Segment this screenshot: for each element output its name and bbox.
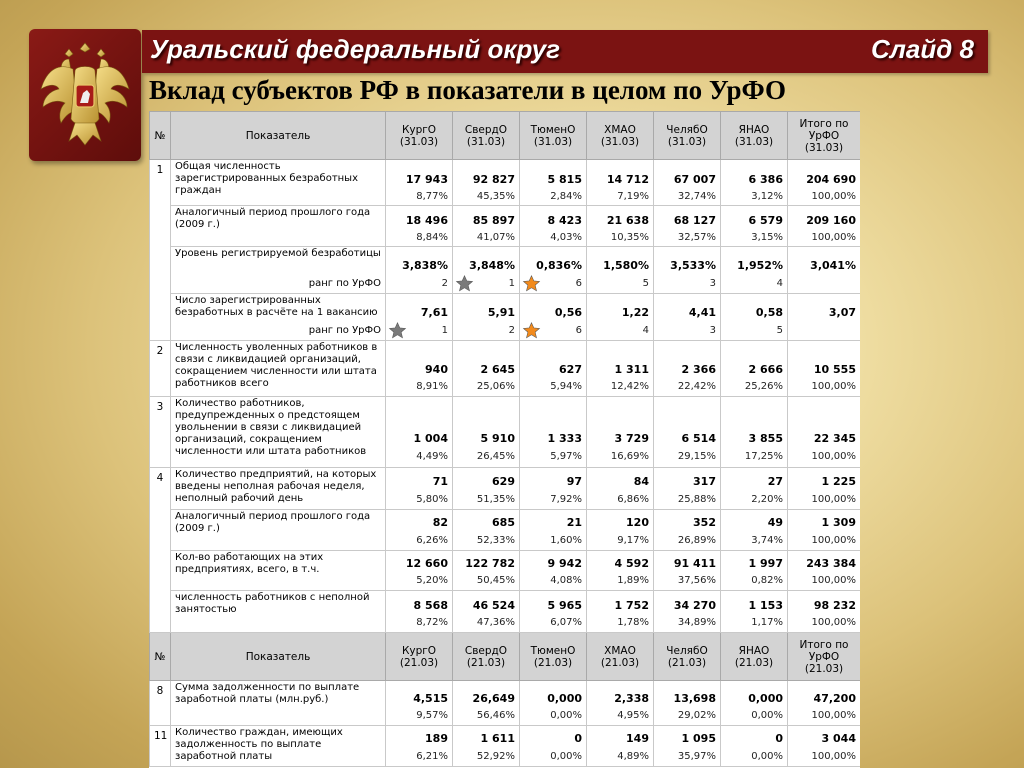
indicator-label: Общая численность зарегистрированных безработных граждан: [171, 160, 386, 206]
orange-star-icon: [522, 275, 541, 292]
share-cell: 25,26%: [721, 378, 788, 397]
table-row: [150, 397, 861, 447]
rank-cell: [788, 274, 861, 294]
share-cell: 1,78%: [587, 614, 654, 633]
share-cell: 2,20%: [721, 490, 788, 510]
value-cell: 8 423: [520, 206, 587, 229]
table-row-share: [150, 321, 861, 341]
value-cell: 2 666: [721, 341, 788, 378]
slide-subtitle: Вклад субъектов РФ в показатели в целом по УрФО: [149, 75, 787, 105]
share-cell: 4,89%: [587, 747, 654, 767]
value-cell: 317: [654, 468, 721, 490]
share-cell: 7,19%: [587, 188, 654, 206]
value-cell: 3 729: [587, 397, 654, 447]
share-cell: 4,95%: [587, 707, 654, 726]
value-cell: 1 752: [587, 591, 654, 614]
share-cell: 45,35%: [453, 188, 520, 206]
share-cell: 100,00%: [788, 447, 861, 468]
share-cell: 17,25%: [721, 447, 788, 468]
rank-cell: 4: [721, 274, 788, 294]
share-cell: 3,74%: [721, 531, 788, 551]
indicator-label: Количество работников, предупрежденных о предстоящем увольнении в связи с ликвидацией организаций, сокращением численности или штата работников: [171, 397, 386, 468]
value-cell: 189: [386, 726, 453, 747]
table-header-row: [150, 112, 861, 160]
rank-cell: 3: [654, 274, 721, 294]
indicator-label: Кол-во работающих на этих предприятиях, всего, в т.ч.: [171, 551, 386, 591]
share-cell: 22,42%: [654, 378, 721, 397]
value-cell: 5,91: [453, 294, 520, 321]
value-cell: 120: [587, 510, 654, 531]
value-cell: 12 660: [386, 551, 453, 572]
header-region: ТюменО (31.03): [520, 112, 587, 160]
value-cell: 122 782: [453, 551, 520, 572]
share-cell: 0,00%: [520, 747, 587, 767]
share-cell: 8,72%: [386, 614, 453, 633]
share-cell: 3,15%: [721, 229, 788, 247]
value-cell: 21: [520, 510, 587, 531]
gray-star-icon: [388, 322, 407, 339]
value-cell: 149: [587, 726, 654, 747]
rank-cell: 2: [453, 321, 520, 341]
value-cell: 940: [386, 341, 453, 378]
indicator-label: Сумма задолженности по выплате заработной платы (млн.руб.): [171, 681, 386, 726]
share-cell: 16,69%: [587, 447, 654, 468]
table-row: [150, 468, 861, 490]
value-cell: 3 855: [721, 397, 788, 447]
share-cell: 100,00%: [788, 378, 861, 397]
data-table: [149, 111, 860, 767]
table-row: [150, 510, 861, 531]
header-region: ХМАО (31.03): [587, 112, 654, 160]
value-cell: 49: [721, 510, 788, 531]
share-cell: 100,00%: [788, 747, 861, 767]
header-region: КургО (31.03): [386, 112, 453, 160]
group-number: 2: [150, 341, 171, 397]
value-cell: 46 524: [453, 591, 520, 614]
group-number: 4: [150, 468, 171, 633]
value-cell: 18 496: [386, 206, 453, 229]
group-number: 3: [150, 397, 171, 468]
share-cell: 52,33%: [453, 531, 520, 551]
table-row-share: [150, 274, 861, 294]
share-cell: 56,46%: [453, 707, 520, 726]
value-cell: 3 044: [788, 726, 861, 747]
value-cell: 243 384: [788, 551, 861, 572]
value-cell: 4,515: [386, 681, 453, 707]
share-cell: 29,02%: [654, 707, 721, 726]
value-cell: 2,338: [587, 681, 654, 707]
value-cell: 1,22: [587, 294, 654, 321]
group-number: 8: [150, 681, 171, 726]
value-cell: 0,56: [520, 294, 587, 321]
table-row: [150, 160, 861, 188]
value-cell: 204 690: [788, 160, 861, 188]
orange-star-icon: [522, 322, 541, 339]
share-cell: 100,00%: [788, 707, 861, 726]
share-cell: 100,00%: [788, 531, 861, 551]
table-row: [150, 551, 861, 572]
header-region: ХМАО (21.03): [587, 633, 654, 681]
share-cell: 52,92%: [453, 747, 520, 767]
indicator-label: Количество предприятий, на которых введены неполная рабочая неделя, неполный рабочий день: [171, 468, 386, 510]
header-region: СвердО (21.03): [453, 633, 520, 681]
rank-cell: 1: [453, 274, 520, 294]
value-cell: 0,58: [721, 294, 788, 321]
value-cell: 5 815: [520, 160, 587, 188]
value-cell: 67 007: [654, 160, 721, 188]
share-cell: 41,07%: [453, 229, 520, 247]
value-cell: 84: [587, 468, 654, 490]
share-cell: 0,82%: [721, 572, 788, 591]
header-region: ЧелябО (31.03): [654, 112, 721, 160]
value-cell: 97: [520, 468, 587, 490]
value-cell: 1,580%: [587, 247, 654, 274]
value-cell: 4 592: [587, 551, 654, 572]
value-cell: 3,533%: [654, 247, 721, 274]
share-cell: 10,35%: [587, 229, 654, 247]
header-region: ЯНАО (31.03): [721, 112, 788, 160]
value-cell: 47,200: [788, 681, 861, 707]
value-cell: 1 611: [453, 726, 520, 747]
share-cell: 26,45%: [453, 447, 520, 468]
header-region: ЯНАО (21.03): [721, 633, 788, 681]
rank-cell: 5: [587, 274, 654, 294]
value-cell: 10 555: [788, 341, 861, 378]
value-cell: 209 160: [788, 206, 861, 229]
share-cell: 35,97%: [654, 747, 721, 767]
value-cell: 0: [721, 726, 788, 747]
share-cell: 8,84%: [386, 229, 453, 247]
group-number: 1: [150, 160, 171, 341]
value-cell: 1 153: [721, 591, 788, 614]
indicator-label: численность работников с неполной занятостью: [171, 591, 386, 633]
value-cell: 68 127: [654, 206, 721, 229]
table-row: [150, 294, 861, 321]
value-cell: 1 004: [386, 397, 453, 447]
slide-title: Уральский федеральный округ: [150, 34, 561, 64]
share-cell: 7,92%: [520, 490, 587, 510]
value-cell: 13,698: [654, 681, 721, 707]
header-num: №: [150, 633, 171, 681]
rank-label: ранг по УрФО: [171, 274, 386, 294]
header-indicator: Показатель: [171, 633, 386, 681]
share-cell: 4,49%: [386, 447, 453, 468]
table-row: [150, 341, 861, 378]
share-cell: 34,89%: [654, 614, 721, 633]
value-cell: 629: [453, 468, 520, 490]
header-region: СвердО (31.03): [453, 112, 520, 160]
value-cell: 71: [386, 468, 453, 490]
table-row: [150, 247, 861, 274]
indicator-label: Число зарегистрированных безработных в расчёте на 1 вакансию: [171, 294, 386, 321]
rank-cell: 1: [386, 321, 453, 341]
share-cell: 47,36%: [453, 614, 520, 633]
value-cell: 5 910: [453, 397, 520, 447]
rank-cell: 3: [654, 321, 721, 341]
value-cell: 14 712: [587, 160, 654, 188]
share-cell: 26,89%: [654, 531, 721, 551]
coat-of-arms-emblem: [29, 29, 141, 161]
value-cell: 1 225: [788, 468, 861, 490]
rank-cell: 6: [520, 274, 587, 294]
share-cell: 12,42%: [587, 378, 654, 397]
header-region: Итого по УрФО (31.03): [788, 112, 861, 160]
value-cell: 1 333: [520, 397, 587, 447]
share-cell: 9,57%: [386, 707, 453, 726]
share-cell: 8,91%: [386, 378, 453, 397]
value-cell: 8 568: [386, 591, 453, 614]
value-cell: 1 997: [721, 551, 788, 572]
share-cell: 5,94%: [520, 378, 587, 397]
value-cell: 352: [654, 510, 721, 531]
value-cell: 3,838%: [386, 247, 453, 274]
share-cell: 1,60%: [520, 531, 587, 551]
title-bar: [142, 30, 988, 73]
share-cell: 100,00%: [788, 614, 861, 633]
value-cell: 0,836%: [520, 247, 587, 274]
value-cell: 3,848%: [453, 247, 520, 274]
double-headed-eagle-icon: [29, 29, 141, 161]
value-cell: 82: [386, 510, 453, 531]
share-cell: 0,00%: [721, 747, 788, 767]
header-num: №: [150, 112, 171, 160]
value-cell: 92 827: [453, 160, 520, 188]
value-cell: 3,041%: [788, 247, 861, 274]
value-cell: 3,07: [788, 294, 861, 321]
share-cell: 6,26%: [386, 531, 453, 551]
share-cell: 4,08%: [520, 572, 587, 591]
indicator-label: Количество граждан, имеющих задолженность по выплате заработной платы: [171, 726, 386, 767]
share-cell: 1,17%: [721, 614, 788, 633]
slide-number: Слайд 8: [870, 34, 974, 64]
value-cell: 98 232: [788, 591, 861, 614]
value-cell: 1,952%: [721, 247, 788, 274]
value-cell: 17 943: [386, 160, 453, 188]
value-cell: 91 411: [654, 551, 721, 572]
share-cell: 25,06%: [453, 378, 520, 397]
value-cell: 26,649: [453, 681, 520, 707]
rank-label: ранг по УрФО: [171, 321, 386, 341]
share-cell: 4,03%: [520, 229, 587, 247]
rank-cell: [788, 321, 861, 341]
rank-cell: 4: [587, 321, 654, 341]
share-cell: 0,00%: [721, 707, 788, 726]
value-cell: 6 386: [721, 160, 788, 188]
share-cell: 6,21%: [386, 747, 453, 767]
value-cell: 1 311: [587, 341, 654, 378]
share-cell: 25,88%: [654, 490, 721, 510]
share-cell: 1,89%: [587, 572, 654, 591]
header-region: Итого по УрФО (21.03): [788, 633, 861, 681]
share-cell: 8,77%: [386, 188, 453, 206]
share-cell: 0,00%: [520, 707, 587, 726]
table-row: [150, 206, 861, 229]
value-cell: 85 897: [453, 206, 520, 229]
header-region: ТюменО (21.03): [520, 633, 587, 681]
value-cell: 627: [520, 341, 587, 378]
value-cell: 6 514: [654, 397, 721, 447]
share-cell: 2,84%: [520, 188, 587, 206]
indicator-label: Численность уволенных работников в связи с ликвидацией организаций, сокращением численности или штата работников всего: [171, 341, 386, 397]
indicator-label: Уровень регистрируемой безработицы: [171, 247, 386, 274]
value-cell: 34 270: [654, 591, 721, 614]
share-cell: 9,17%: [587, 531, 654, 551]
indicator-label: Аналогичный период прошлого года (2009 г.): [171, 206, 386, 247]
value-cell: 7,61: [386, 294, 453, 321]
share-cell: 6,86%: [587, 490, 654, 510]
value-cell: 1 309: [788, 510, 861, 531]
share-cell: 5,80%: [386, 490, 453, 510]
share-cell: 29,15%: [654, 447, 721, 468]
table-row: [150, 591, 861, 614]
share-cell: 100,00%: [788, 490, 861, 510]
share-cell: 100,00%: [788, 188, 861, 206]
header-region: ЧелябО (21.03): [654, 633, 721, 681]
value-cell: 6 579: [721, 206, 788, 229]
share-cell: 5,97%: [520, 447, 587, 468]
value-cell: 22 345: [788, 397, 861, 447]
gray-star-icon: [455, 275, 474, 292]
share-cell: 32,74%: [654, 188, 721, 206]
value-cell: 21 638: [587, 206, 654, 229]
value-cell: 27: [721, 468, 788, 490]
share-cell: 6,07%: [520, 614, 587, 633]
share-cell: 32,57%: [654, 229, 721, 247]
value-cell: 1 095: [654, 726, 721, 747]
rank-cell: 5: [721, 321, 788, 341]
rank-cell: 2: [386, 274, 453, 294]
value-cell: 0,000: [520, 681, 587, 707]
value-cell: 685: [453, 510, 520, 531]
share-cell: 5,20%: [386, 572, 453, 591]
share-cell: 100,00%: [788, 229, 861, 247]
value-cell: 5 965: [520, 591, 587, 614]
table-row: [150, 726, 861, 747]
table-header-row: [150, 633, 861, 681]
share-cell: 37,56%: [654, 572, 721, 591]
value-cell: 9 942: [520, 551, 587, 572]
value-cell: 2 366: [654, 341, 721, 378]
group-number: 11: [150, 726, 171, 767]
value-cell: 2 645: [453, 341, 520, 378]
table-row: [150, 681, 861, 707]
share-cell: 50,45%: [453, 572, 520, 591]
share-cell: 51,35%: [453, 490, 520, 510]
value-cell: 0,000: [721, 681, 788, 707]
header-region: КургО (21.03): [386, 633, 453, 681]
data-table-container: [149, 111, 860, 768]
value-cell: 4,41: [654, 294, 721, 321]
header-indicator: Показатель: [171, 112, 386, 160]
share-cell: 100,00%: [788, 572, 861, 591]
share-cell: 3,12%: [721, 188, 788, 206]
rank-cell: 6: [520, 321, 587, 341]
indicator-label: Аналогичный период прошлого года (2009 г.): [171, 510, 386, 551]
value-cell: 0: [520, 726, 587, 747]
